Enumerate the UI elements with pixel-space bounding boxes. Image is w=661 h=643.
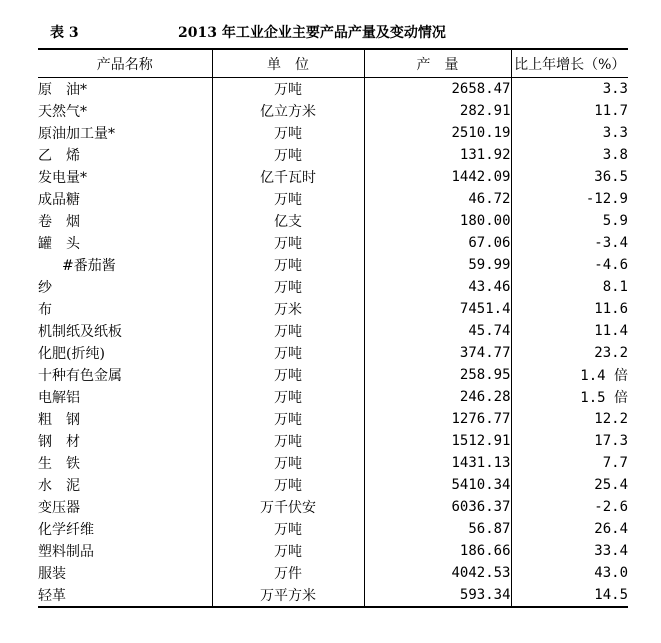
output-cell: 180.00 [364, 210, 511, 232]
table-row [38, 144, 628, 166]
product-name-cell: 水 泥 [38, 478, 80, 494]
growth-cell: -3.4 [511, 232, 628, 254]
unit-cell: 亿千瓦时 [212, 166, 364, 188]
unit-cell: 万吨 [212, 430, 364, 452]
table-row [38, 276, 628, 298]
output-cell: 258.95 [364, 364, 511, 386]
growth-cell: 23.2 [511, 342, 628, 364]
growth-cell: 8.1 [511, 276, 628, 298]
unit-cell: 万米 [212, 298, 364, 320]
product-name-cell: 塑料制品 [38, 544, 94, 560]
unit-cell: 万件 [212, 562, 364, 584]
product-name-cell: 电解铝 [38, 390, 80, 406]
output-cell: 593.34 [364, 584, 511, 607]
product-name-cell: 服装 [38, 566, 66, 582]
table-row [38, 342, 628, 364]
unit-cell: 万吨 [212, 452, 364, 474]
output-cell: 131.92 [364, 144, 511, 166]
product-name-cell: 变压器 [38, 500, 80, 516]
product-name-cell: 原油加工量* [38, 126, 115, 142]
growth-cell: 1.5 倍 [511, 386, 628, 408]
header-product-name: 产品名称 [96, 56, 153, 73]
growth-cell: 11.7 [511, 100, 628, 122]
header-output: 产 量 [364, 49, 511, 78]
table-row [38, 210, 628, 232]
table-row [38, 386, 628, 408]
growth-cell: 7.7 [511, 452, 628, 474]
product-name-cell: 机制纸及纸板 [38, 324, 122, 340]
growth-cell: -12.9 [511, 188, 628, 210]
product-name-cell: 十种有色金属 [38, 368, 122, 384]
product-name-cell: 轻革 [38, 588, 66, 604]
output-cell: 186.66 [364, 540, 511, 562]
product-name-cell: 卷 烟 [38, 214, 80, 230]
output-cell: 5410.34 [364, 474, 511, 496]
unit-cell: 万吨 [212, 254, 364, 276]
growth-cell: 5.9 [511, 210, 628, 232]
unit-cell: 万吨 [212, 276, 364, 298]
table-number: 表 3 [50, 25, 79, 41]
unit-cell: 万吨 [212, 342, 364, 364]
product-name-cell: 化肥(折纯) [38, 346, 105, 362]
output-cell: 2658.47 [364, 78, 511, 101]
output-cell: 1442.09 [364, 166, 511, 188]
output-cell: 282.91 [364, 100, 511, 122]
table-title: 2013 年工业企业主要产品产量及变动情况 [178, 25, 446, 41]
product-name-cell: 布 [38, 302, 52, 318]
unit-cell: 万吨 [212, 122, 364, 144]
product-name-cell: 乙 烯 [38, 148, 80, 164]
growth-cell: 43.0 [511, 562, 628, 584]
output-cell: 1276.77 [364, 408, 511, 430]
unit-cell: 万平方米 [212, 584, 364, 607]
output-cell: 43.46 [364, 276, 511, 298]
product-name-cell: #番茄酱 [62, 258, 116, 274]
table-row [38, 474, 628, 496]
growth-cell: 25.4 [511, 474, 628, 496]
table-row [38, 562, 628, 584]
unit-cell: 万吨 [212, 78, 364, 101]
growth-cell: 11.6 [511, 298, 628, 320]
growth-cell: 17.3 [511, 430, 628, 452]
unit-cell: 万吨 [212, 518, 364, 540]
output-cell: 246.28 [364, 386, 511, 408]
table-row [38, 540, 628, 562]
product-name-cell: 罐 头 [38, 236, 80, 252]
growth-cell: 33.4 [511, 540, 628, 562]
table-row [38, 430, 628, 452]
output-cell: 59.99 [364, 254, 511, 276]
table-row [38, 254, 628, 276]
table-row [38, 584, 628, 607]
growth-cell: 3.3 [511, 122, 628, 144]
unit-cell: 万吨 [212, 386, 364, 408]
output-cell: 374.77 [364, 342, 511, 364]
output-cell: 7451.4 [364, 298, 511, 320]
table-row [38, 408, 628, 430]
growth-cell: 26.4 [511, 518, 628, 540]
product-name-cell: 纱 [38, 280, 52, 296]
table-row [38, 78, 628, 101]
output-cell: 2510.19 [364, 122, 511, 144]
output-cell: 1512.91 [364, 430, 511, 452]
growth-cell: 14.5 [511, 584, 628, 607]
growth-cell: 3.8 [511, 144, 628, 166]
product-output-table [38, 48, 628, 608]
header-row [38, 49, 628, 78]
growth-cell: -4.6 [511, 254, 628, 276]
growth-cell: 1.4 倍 [511, 364, 628, 386]
product-name-cell: 化学纤维 [38, 522, 94, 538]
table-row [38, 166, 628, 188]
output-cell: 67.06 [364, 232, 511, 254]
output-cell: 45.74 [364, 320, 511, 342]
table-body [38, 78, 628, 608]
product-name-cell: 粗 钢 [38, 412, 80, 428]
product-name-cell: 天然气* [38, 104, 87, 120]
unit-cell: 万吨 [212, 188, 364, 210]
table-row [38, 496, 628, 518]
header-growth: 比上年增长（%） [511, 49, 628, 78]
growth-cell: 12.2 [511, 408, 628, 430]
product-name-cell: 生 铁 [38, 456, 80, 472]
table-row [38, 232, 628, 254]
output-cell: 1431.13 [364, 452, 511, 474]
header-unit: 单 位 [212, 49, 364, 78]
product-name-cell: 钢 材 [38, 434, 80, 450]
product-name-cell: 原 油* [38, 82, 87, 98]
unit-cell: 万吨 [212, 232, 364, 254]
growth-cell: 36.5 [511, 166, 628, 188]
growth-cell: -2.6 [511, 496, 628, 518]
table-row [38, 320, 628, 342]
table-row [38, 298, 628, 320]
unit-cell: 万吨 [212, 144, 364, 166]
unit-cell: 万吨 [212, 408, 364, 430]
table-row [38, 100, 628, 122]
unit-cell: 亿立方米 [212, 100, 364, 122]
table-row [38, 518, 628, 540]
output-cell: 56.87 [364, 518, 511, 540]
unit-cell: 万吨 [212, 540, 364, 562]
table-row [38, 188, 628, 210]
growth-cell: 3.3 [511, 78, 628, 101]
product-name-cell: 发电量* [38, 170, 87, 186]
growth-cell: 11.4 [511, 320, 628, 342]
unit-cell: 万吨 [212, 474, 364, 496]
table-row [38, 452, 628, 474]
unit-cell: 万吨 [212, 364, 364, 386]
unit-cell: 万千伏安 [212, 496, 364, 518]
table-caption [38, 22, 628, 42]
output-cell: 6036.37 [364, 496, 511, 518]
unit-cell: 亿支 [212, 210, 364, 232]
output-cell: 4042.53 [364, 562, 511, 584]
table-row [38, 122, 628, 144]
table-row [38, 364, 628, 386]
unit-cell: 万吨 [212, 320, 364, 342]
product-name-cell: 成品糖 [38, 192, 80, 208]
output-cell: 46.72 [364, 188, 511, 210]
